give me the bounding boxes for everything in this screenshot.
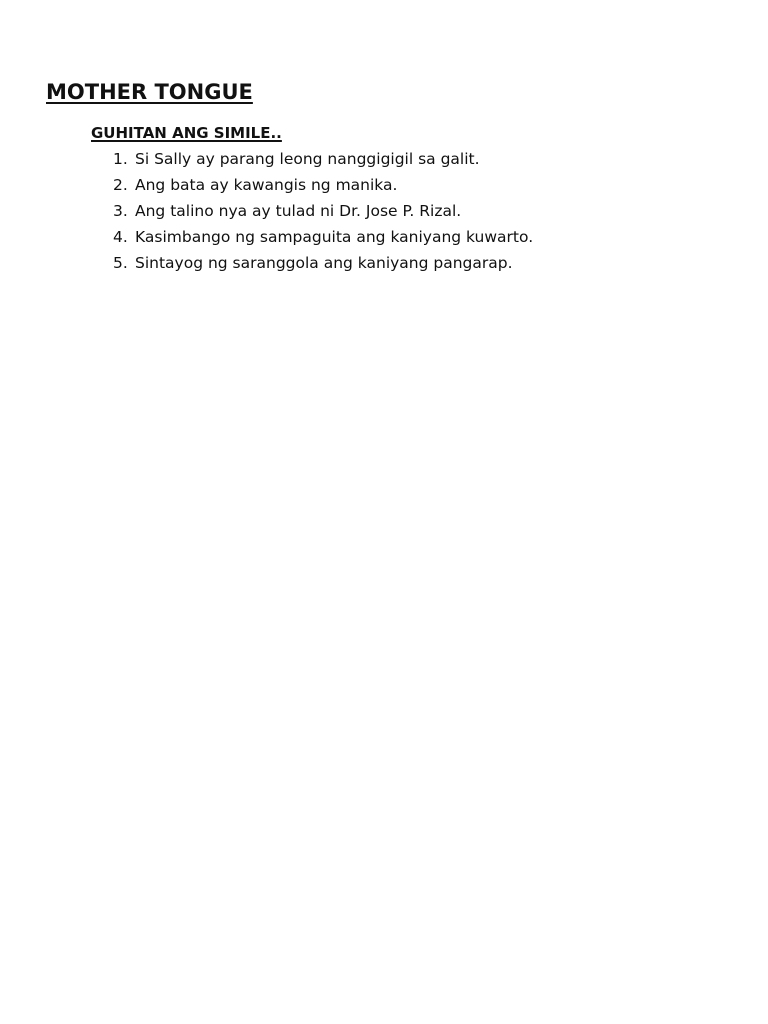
document-title: MOTHER TONGUE: [46, 80, 253, 104]
item-number: 2.: [113, 176, 128, 194]
item-number: 4.: [113, 228, 128, 246]
item-text: Kasimbango ng sampaguita ang kaniyang kuwarto.: [135, 228, 534, 246]
list-item: [113, 250, 533, 276]
section-heading: GUHITAN ANG SIMILE..: [91, 124, 282, 142]
item-text: Si Sally ay parang leong nanggigigil sa galit.: [135, 150, 480, 168]
simile-list: [113, 146, 533, 276]
list-item: [113, 224, 533, 250]
list-item: [113, 198, 533, 224]
list-item: [113, 146, 533, 172]
item-number: 5.: [113, 254, 128, 272]
item-number: 3.: [113, 202, 128, 220]
item-text: Sintayog ng saranggola ang kaniyang pangarap.: [135, 254, 513, 272]
item-text: Ang talino nya ay tulad ni Dr. Jose P. Rizal.: [135, 202, 462, 220]
item-text: Ang bata ay kawangis ng manika.: [135, 176, 398, 194]
list-item: [113, 172, 533, 198]
item-number: 1.: [113, 150, 128, 168]
